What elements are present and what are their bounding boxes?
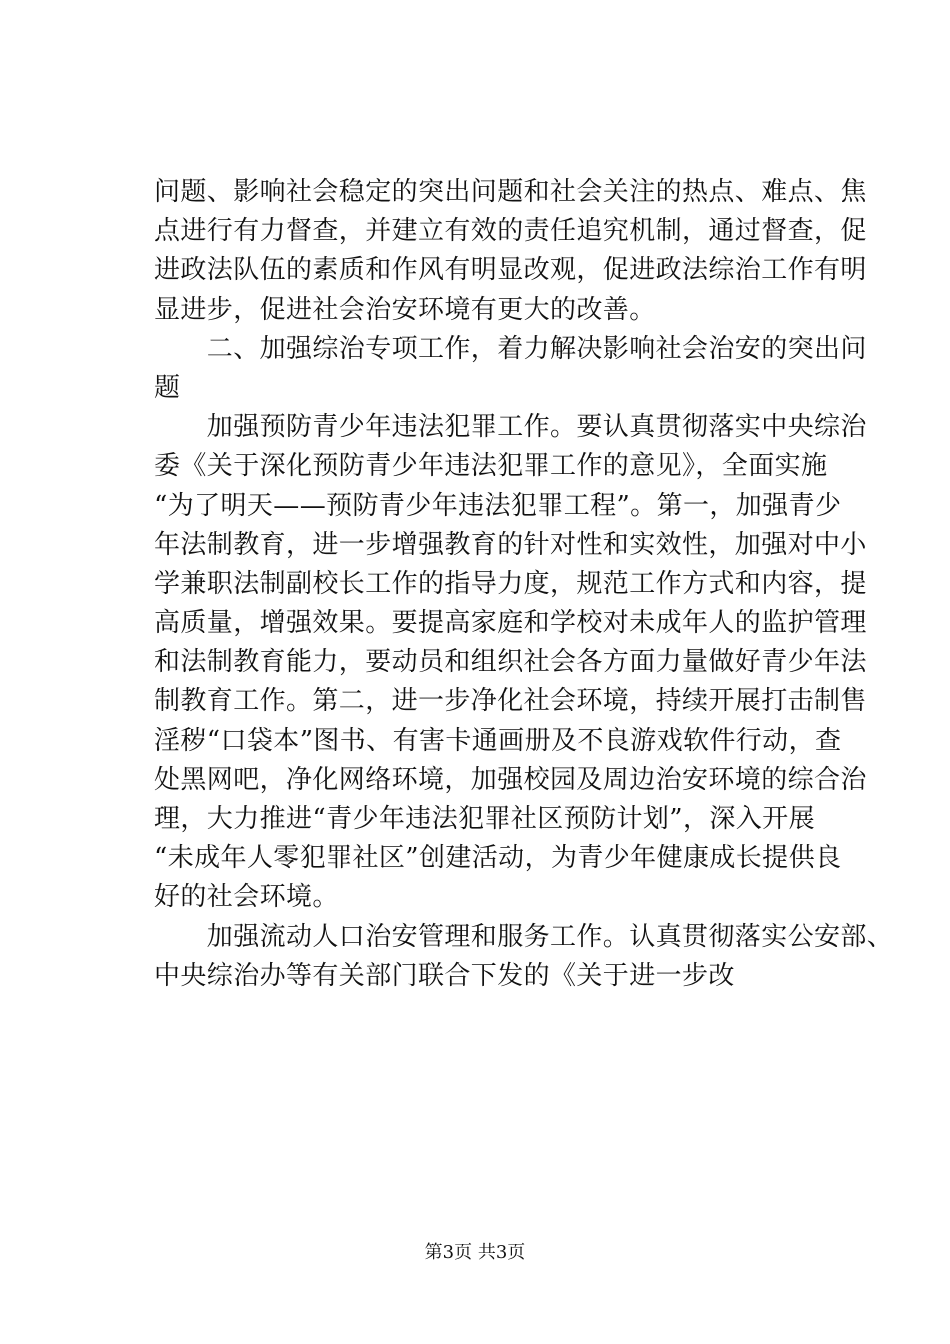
section-heading-line: 题 [154, 372, 181, 403]
text-line: 问题、影响社会稳定的突出问题和社会关注的热点、难点、焦 [154, 177, 867, 207]
text-line: 加强流动人口治安管理和服务工作。认真贯彻落实公安部、 [154, 921, 894, 952]
text-line: 淫秽“口袋本”图书、有害卡通画册及不良游戏软件行动，查 [154, 725, 842, 756]
text-line: 高质量，增强效果。要提高家庭和学校对未成年人的监护管理 [154, 608, 867, 639]
document-body [154, 173, 894, 996]
text-line: 进政法队伍的素质和作风有明显改观，促进政法综治工作有明 [154, 255, 867, 286]
text-line: “未成年人零犯罪社区”创建活动，为青少年健康成长提供良 [154, 843, 842, 874]
text-line: 学兼职法制副校长工作的指导力度，规范工作方式和内容，提 [154, 568, 867, 599]
text-line: 年法制教育，进一步增强教育的针对性和实效性，加强对中小 [154, 529, 867, 560]
text-line: 中央综治办等有关部门联合下发的《关于进一步改 [154, 960, 735, 991]
text-line: 加强预防青少年违法犯罪工作。要认真贯彻落实中央综治 [154, 412, 867, 443]
text-line: 点进行有力督查，并建立有效的责任追究机制，通过督查，促 [154, 216, 867, 247]
section-heading-line: 二、加强综治专项工作，着力解决影响社会治安的突出问 [154, 333, 867, 364]
text-line: 显进步，促进社会治安环境有更大的改善。 [154, 294, 656, 325]
text-line: 处黑网吧，净化网络环境，加强校园及周边治安环境的综合治 [154, 764, 867, 795]
text-line: 好的社会环境。 [154, 882, 339, 913]
text-line: 和法制教育能力，要动员和组织社会各方面力量做好青少年法 [154, 647, 867, 678]
text-line: 制教育工作。第二，进一步净化社会环境，持续开展打击制售 [154, 686, 867, 717]
text-line: 委《关于深化预防青少年违法犯罪工作的意见》，全面实施 [154, 451, 828, 482]
text-line: 理，大力推进“青少年违法犯罪社区预防计划”，深入开展 [154, 804, 815, 834]
text-line: “为了明天——预防青少年违法犯罪工程”。第一，加强青少 [154, 490, 842, 521]
page-number-footer: 第3页 共3页 [424, 1242, 526, 1263]
